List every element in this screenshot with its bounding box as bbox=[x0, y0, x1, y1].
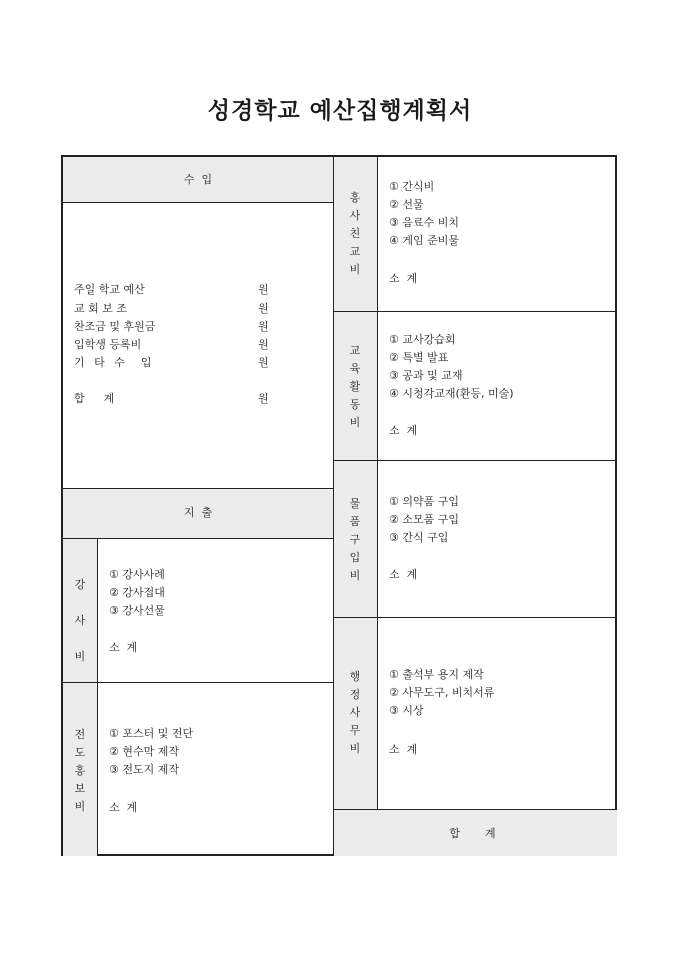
list-item: ② 소모품 구입 bbox=[389, 513, 459, 526]
income-row-label: 찬조금 및 후원금 bbox=[74, 320, 156, 333]
list-item: ③ 간식 구입 bbox=[389, 531, 449, 544]
supplies-label: 물 품 구 입 비 bbox=[349, 497, 361, 582]
fellowship-subtotal: 소 계 bbox=[389, 272, 418, 285]
list-item: ③ 음료수 비치 bbox=[389, 216, 459, 229]
list-item: ② 강사접대 bbox=[109, 586, 165, 599]
fellowship-label: 홍 사 친 교 비 bbox=[349, 191, 361, 276]
income-row-label: 입학생 등록비 bbox=[74, 338, 142, 351]
income-total-unit: 원 bbox=[258, 392, 269, 405]
list-item: ① 의약품 구입 bbox=[389, 495, 459, 508]
list-item: ③ 공과 및 교재 bbox=[389, 369, 463, 382]
income-row-unit: 원 bbox=[258, 320, 269, 333]
list-item: ③ 강사선물 bbox=[109, 604, 165, 617]
grand-total-label: 합 계 bbox=[449, 827, 502, 840]
list-item: ① 간식비 bbox=[389, 180, 435, 193]
income-row-unit: 원 bbox=[258, 338, 269, 351]
income-row-unit: 원 bbox=[258, 283, 269, 296]
list-item: ② 사무도구, 비치서류 bbox=[389, 686, 495, 699]
income-row-unit: 원 bbox=[258, 356, 269, 369]
list-item: ① 포스터 및 전단 bbox=[109, 727, 194, 740]
income-row-label: 교 회 보 조 bbox=[74, 302, 127, 315]
budget-table bbox=[61, 155, 617, 856]
list-item: ④ 게임 준비물 bbox=[389, 234, 459, 247]
list-item: ③ 전도지 제작 bbox=[109, 763, 179, 776]
list-item: ③ 시상 bbox=[389, 704, 424, 717]
evangelism-items bbox=[109, 725, 193, 779]
education-subtotal: 소 계 bbox=[389, 424, 418, 437]
supplies-subtotal: 소 계 bbox=[389, 568, 418, 581]
list-item: ④ 시청각교재(환등, 미술) bbox=[389, 387, 514, 400]
income-row-label: 기 타 수 입 bbox=[74, 356, 155, 369]
education-items bbox=[389, 331, 514, 403]
evangelism-label: 전 도 홍 보 비 bbox=[74, 728, 86, 813]
income-total-label: 합 계 bbox=[74, 392, 119, 405]
lecturer-subtotal: 소 계 bbox=[109, 641, 138, 654]
income-header: 수 입 bbox=[183, 173, 213, 186]
lecturer-label: 강 사 비 bbox=[74, 578, 86, 663]
admin-label: 행 정 사 무 비 bbox=[349, 670, 361, 755]
list-item: ② 현수막 제작 bbox=[109, 745, 179, 758]
income-row-label: 주일 학교 예산 bbox=[74, 283, 145, 296]
supplies-items bbox=[389, 493, 459, 547]
income-row-unit: 원 bbox=[258, 302, 269, 315]
lecturer-items bbox=[109, 566, 165, 620]
list-item: ① 출석부 용지 제작 bbox=[389, 668, 484, 681]
evangelism-subtotal: 소 계 bbox=[109, 801, 138, 814]
education-label: 교 육 활 동 비 bbox=[349, 344, 361, 429]
expense-header: 지 출 bbox=[183, 506, 213, 519]
document-title: 성경학교 예산집행계획서 bbox=[207, 98, 473, 124]
list-item: ① 교사강습회 bbox=[389, 333, 456, 346]
list-item: ① 강사사례 bbox=[109, 568, 165, 581]
fellowship-items bbox=[389, 178, 459, 250]
list-item: ② 선물 bbox=[389, 198, 424, 211]
admin-items bbox=[389, 666, 494, 720]
list-item: ② 특별 발표 bbox=[389, 351, 449, 364]
admin-subtotal: 소 계 bbox=[389, 743, 418, 756]
